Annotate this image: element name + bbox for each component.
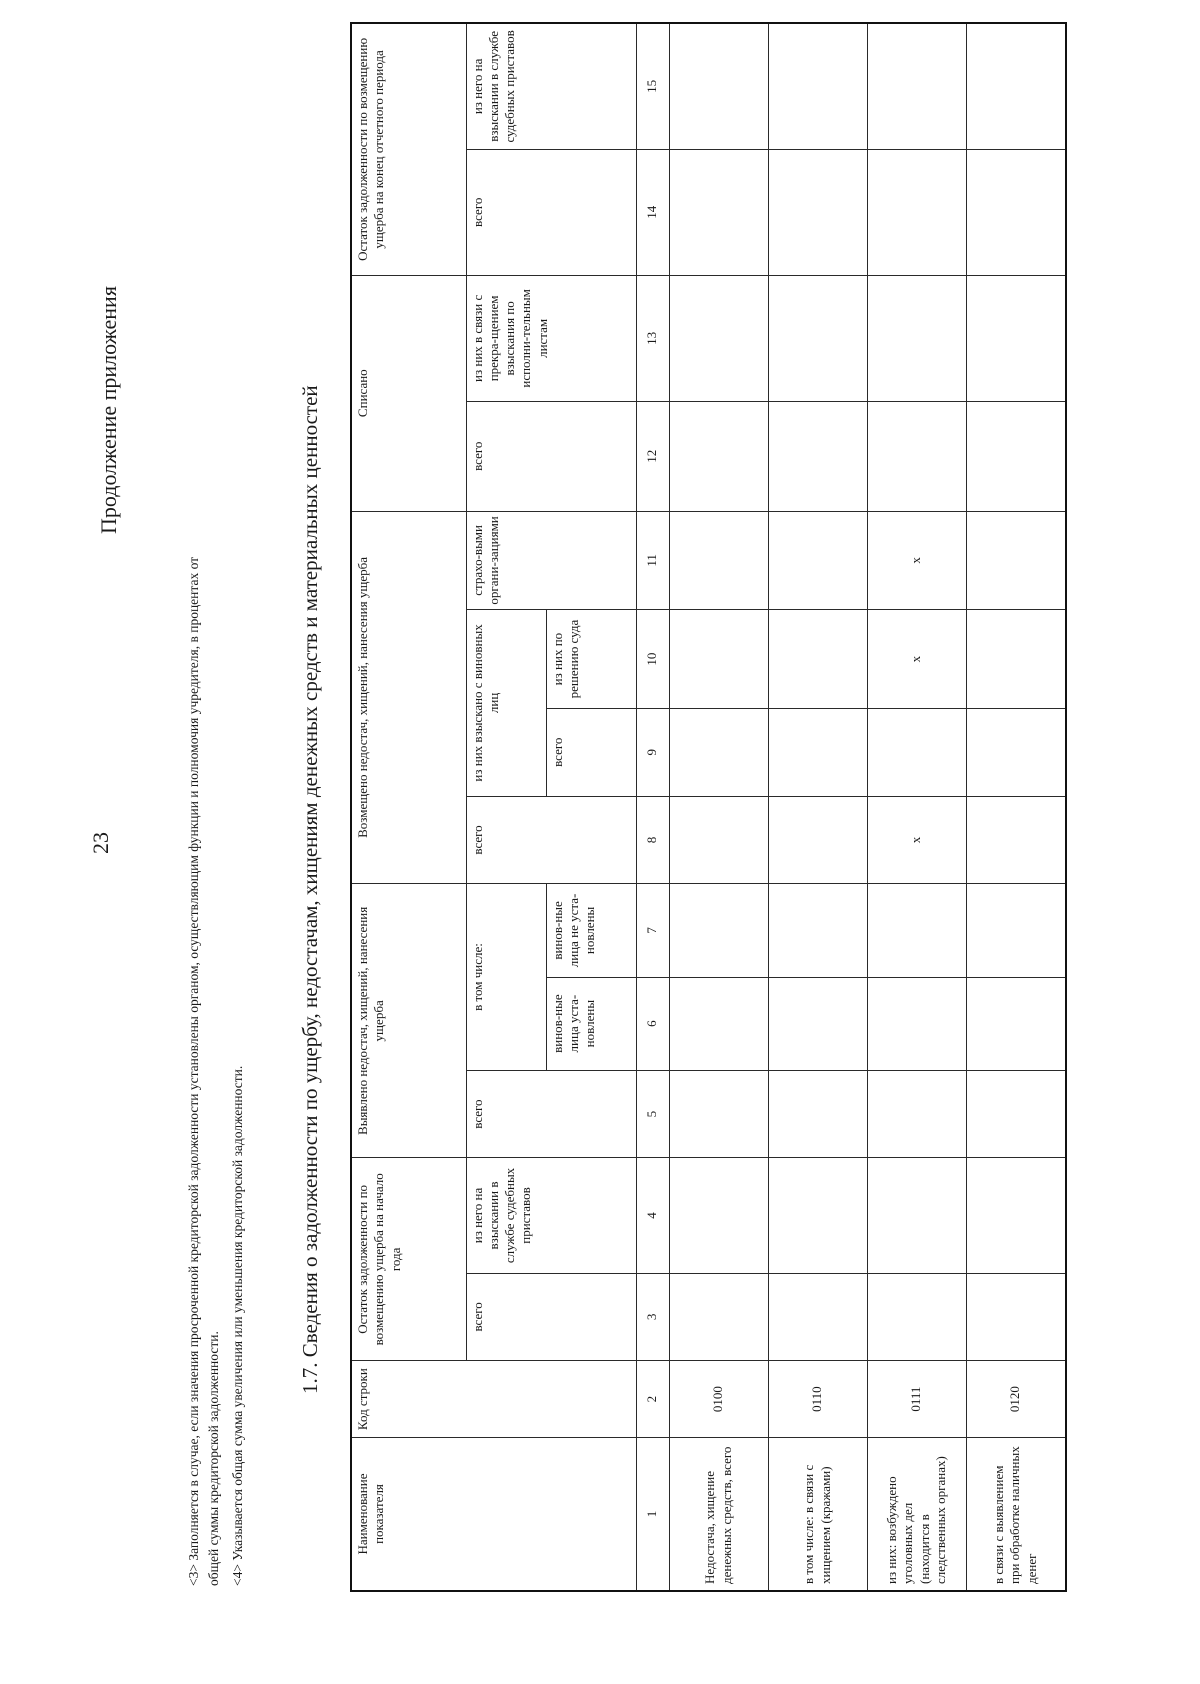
page-number: 23: [88, 832, 113, 854]
table-cell: [768, 1070, 867, 1158]
header-compensated-total: всего: [466, 796, 636, 884]
header-written-off: Списано: [351, 275, 466, 511]
table-cell: [669, 708, 768, 796]
column-number: 1: [636, 1438, 669, 1592]
table-cell: [768, 149, 867, 275]
table-cell: [768, 511, 867, 610]
table-cell: [867, 1070, 966, 1158]
header-compensated-culprits: из них взыскано с виновных лиц: [466, 610, 546, 796]
row-name: Недостача, хищение денежных средств, всего: [669, 1438, 768, 1592]
table-cell: [768, 401, 867, 511]
table-cell: x: [867, 511, 966, 610]
section-title: 1.7. Сведения о задолженности по ущербу, недостачам, хищениям денежных средств и материальных ценностей: [298, 385, 322, 1394]
column-number: 3: [636, 1273, 669, 1361]
table-cell: [966, 1273, 1066, 1361]
header-detected-including: в том числе:: [466, 884, 546, 1070]
row-name: в том числе: в связи с хищением (кражами): [768, 1438, 867, 1592]
header-detected-total: всего: [466, 1070, 636, 1158]
header-written-off-total: всего: [466, 401, 636, 511]
table-cell: [768, 1273, 867, 1361]
table-cell: x: [867, 610, 966, 709]
header-detected-unknown: винов-ные лица не уста-новлены: [546, 884, 636, 977]
table-cell: [966, 511, 1066, 610]
footnote-4: <4> Указывается общая сумма увеличения или уменьшения кредиторской задолженности.: [230, 1065, 245, 1586]
table-cell: [768, 610, 867, 709]
table-row: [867, 23, 966, 1591]
table-cell: [669, 1273, 768, 1361]
table-cell: [966, 884, 1066, 977]
column-number: 9: [636, 708, 669, 796]
header-compensated-insurers: страхо-выми органи-зациями: [466, 511, 636, 610]
table-row: [669, 23, 768, 1591]
table-row: [768, 23, 867, 1591]
header-detected-known: винов-ные лица уста-новлены: [546, 977, 636, 1070]
column-number: 15: [636, 23, 669, 149]
table-cell: [966, 796, 1066, 884]
table-cell: [669, 884, 768, 977]
table-cell: [669, 610, 768, 709]
table-cell: [966, 977, 1066, 1070]
column-number: 4: [636, 1158, 669, 1273]
footnote-3-line-1: <3> Заполняется в случае, если значения просроченной кредиторской задолженности установлены органом, осуществляющим функции и полномочия учредителя, в процентах от: [186, 556, 201, 1586]
table-cell: [966, 708, 1066, 796]
table-cell: [966, 610, 1066, 709]
table-cell: [768, 884, 867, 977]
table-cell: [768, 275, 867, 401]
header-balance-start-total: всего: [466, 1273, 636, 1361]
header-name: Наименование показателя: [351, 1438, 636, 1592]
header-compensated-court: из них по решению суда: [546, 610, 636, 709]
table-cell: [867, 149, 966, 275]
row-code: 0100: [669, 1361, 768, 1438]
header-balance-start-bailiff: из него на взыскании в службе судебных приставов: [466, 1158, 636, 1273]
row-code: 0111: [867, 1361, 966, 1438]
row-code: 0110: [768, 1361, 867, 1438]
column-number: 14: [636, 149, 669, 275]
table-cell: [669, 796, 768, 884]
table-cell: [768, 708, 867, 796]
column-number: 7: [636, 884, 669, 977]
table-cell: [867, 275, 966, 401]
header-code: Код строки: [351, 1361, 636, 1438]
table-body: [669, 23, 1066, 1591]
header-detected: Выявлено недостач, хищений, нанесения ущерба: [351, 884, 466, 1158]
table-cell: [966, 1070, 1066, 1158]
table-cell: [669, 149, 768, 275]
column-number: 13: [636, 275, 669, 401]
column-number: 11: [636, 511, 669, 610]
header-written-off-terminated: из них в связи с прекра-щением взыскания по исполни-тельным листам: [466, 275, 636, 401]
footnote-3-line-2: общей суммы кредиторской задолженности.: [206, 1331, 221, 1586]
column-number: 5: [636, 1070, 669, 1158]
table-row: [966, 23, 1066, 1591]
header-balance-end-total: всего: [466, 149, 636, 275]
table-cell: [867, 708, 966, 796]
table-cell: [669, 275, 768, 401]
column-number: 10: [636, 610, 669, 709]
damage-debt-table: [350, 22, 1067, 1592]
column-number: 8: [636, 796, 669, 884]
table-cell: [867, 401, 966, 511]
table-cell: [669, 1070, 768, 1158]
row-name: в связи с выявлением при обработке наличных денег: [966, 1438, 1066, 1592]
table-cell: [867, 23, 966, 149]
table-cell: [768, 977, 867, 1070]
header-compensated: Возмещено недостач, хищений, нанесения ущерба: [351, 511, 466, 884]
table-cell: [669, 23, 768, 149]
table-cell: [966, 401, 1066, 511]
row-name: из них: возбуждено уголовных дел (находится в следственных органах): [867, 1438, 966, 1592]
continuation-label: Продолжение приложения: [96, 286, 121, 534]
table-cell: [669, 401, 768, 511]
table-cell: [768, 23, 867, 149]
table-cell: [867, 1158, 966, 1273]
column-number: 2: [636, 1361, 669, 1438]
header-balance-end-bailiff: из него на взыскании в службе судебных приставов: [466, 23, 636, 149]
table-cell: x: [867, 796, 966, 884]
header-balance-start: Остаток задолженности по возмещению ущерба на начало года: [351, 1158, 466, 1361]
table-cell: [867, 977, 966, 1070]
header-balance-end: Остаток задолженности по возмещению ущерба на конец отчетного периода: [351, 23, 466, 275]
table-cell: [966, 149, 1066, 275]
table-cell: [966, 23, 1066, 149]
table-cell: [669, 977, 768, 1070]
column-number: 6: [636, 977, 669, 1070]
table-cell: [669, 1158, 768, 1273]
table-cell: [669, 511, 768, 610]
table-cell: [867, 884, 966, 977]
table-cell: [768, 1158, 867, 1273]
table-cell: [966, 275, 1066, 401]
table-cell: [966, 1158, 1066, 1273]
header-compensated-culprits-total: всего: [546, 708, 636, 796]
table-cell: [768, 796, 867, 884]
column-number: 12: [636, 401, 669, 511]
table-cell: [867, 1273, 966, 1361]
row-code: 0120: [966, 1361, 1066, 1438]
